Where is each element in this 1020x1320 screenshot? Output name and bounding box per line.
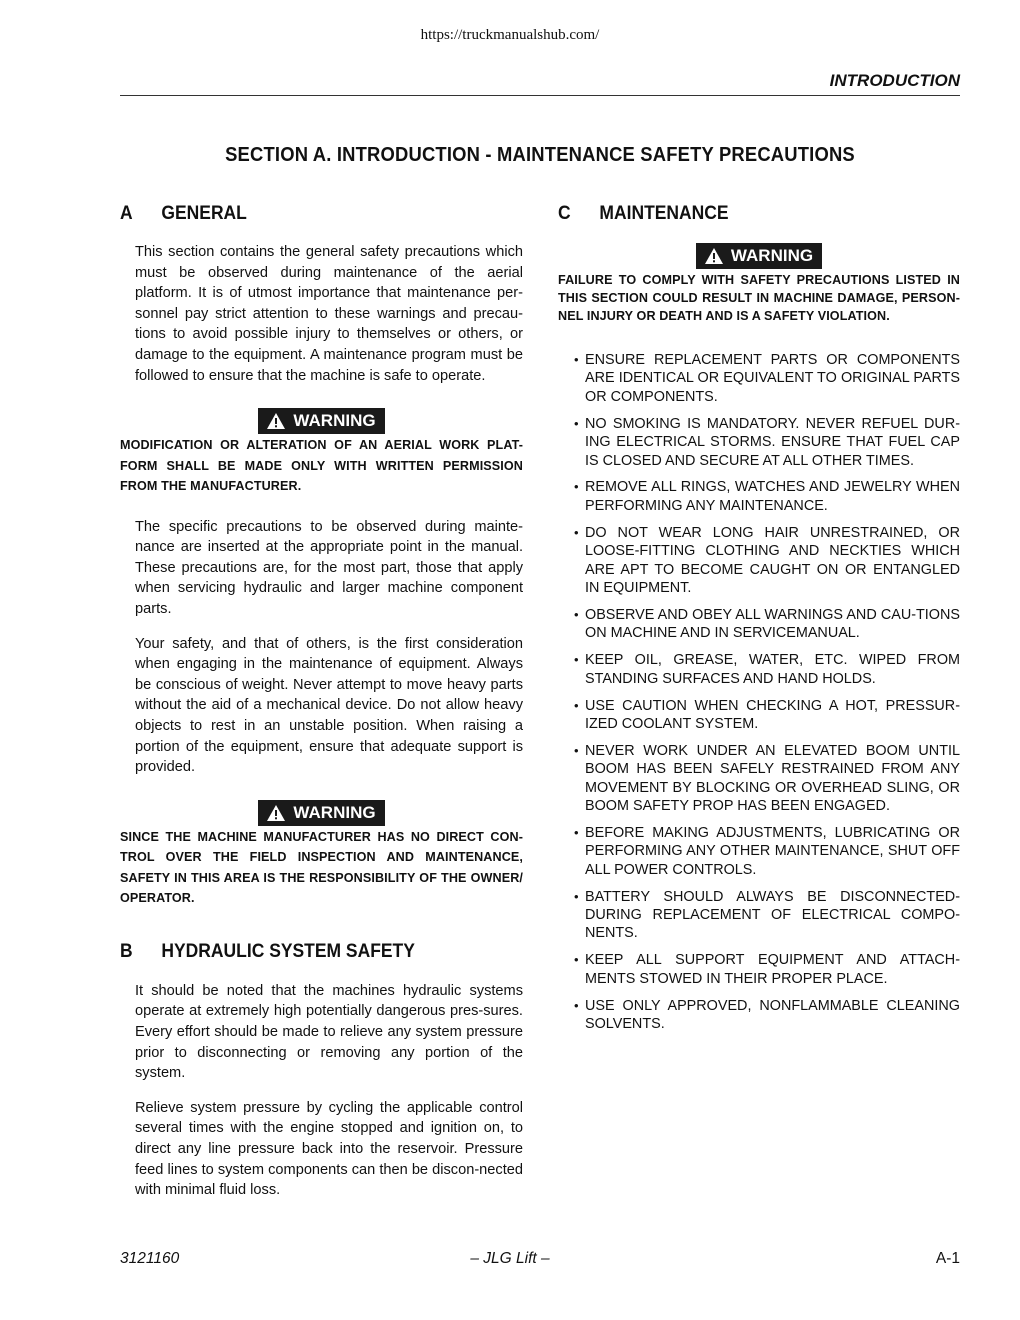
warning-label: WARNING	[293, 411, 376, 431]
warning-label: WARNING	[293, 802, 376, 822]
running-header: INTRODUCTION	[829, 71, 960, 90]
bullet-icon: •	[574, 652, 579, 668]
heading-text: HYDRAULIC SYSTEM SAFETY	[161, 940, 415, 962]
maintenance-list-item	[558, 997, 960, 1034]
heading-maintenance	[558, 203, 928, 225]
warning-block-2	[120, 800, 523, 827]
list-item-text: OBSERVE AND OBEY ALL WARNINGS AND CAU-TIONS ON MACHINE AND IN SERVICEMANUAL.	[585, 606, 960, 642]
maintenance-list-item	[558, 651, 960, 688]
left-column	[120, 203, 523, 1215]
list-item-text: DO NOT WEAR LONG HAIR UNRESTRAINED, OR LOOSE-FITTING CLOTHING AND NECKTIES WHICH ARE APT TO BECOME CAUGHT ON OR ENTANGLED IN EQUIPMENT.	[585, 524, 960, 596]
warning-text-2: SINCE THE MACHINE MANUFACTURER HAS NO DIRECT CON-TROL OVER THE FIELD INSPECTION AND MAINTENANCE, SAFETY IN THIS AREA IS THE RESPONSIBILITY OF THE OWNER/ OPERATOR.	[120, 829, 523, 906]
maintenance-list-item	[558, 606, 960, 643]
maintenance-list-item	[558, 888, 960, 943]
heading-text: GENERAL	[161, 203, 247, 224]
maintenance-list-item	[558, 824, 960, 879]
maintenance-list-item	[558, 351, 960, 406]
right-column	[558, 203, 960, 1042]
heading-general	[120, 203, 491, 225]
bullet-icon: •	[574, 952, 579, 968]
warning-badge	[258, 800, 384, 826]
heading-letter: C	[558, 203, 571, 224]
bullet-icon: •	[574, 888, 579, 904]
warning-triangle-icon	[266, 412, 286, 430]
list-item-text: KEEP OIL, GREASE, WATER, ETC. WIPED FROM STANDING SURFACES AND HAND HOLDS.	[585, 652, 960, 687]
bullet-icon: •	[574, 997, 579, 1013]
warning-triangle-icon	[266, 804, 286, 822]
list-item-text: NO SMOKING IS MANDATORY. NEVER REFUEL DUR-ING ELECTRICAL STORMS. ENSURE THAT FUEL CAP IS CLOSED AND SECURE AT ALL OTHER TIMES.	[585, 415, 960, 469]
list-item-text: USE CAUTION WHEN CHECKING A HOT, PRESSUR-IZED COOLANT SYSTEM.	[585, 697, 960, 732]
maintenance-list-item	[558, 697, 960, 734]
warning-block-3	[558, 243, 960, 270]
general-paragraph-1: This section contains the general safety precautions which must be observed during maintenance of the aerial platform. It is of utmost importance that maintenance per-sonnel pay strict attention to these warnings and precau-tions to avoid possible injury to themselves or others, or damage to the equipment. A maintenance program must be followed to ensure that the machine is safe to operate.	[135, 244, 523, 384]
list-item-text: KEEP ALL SUPPORT EQUIPMENT AND ATTACH-MENTS STOWED IN THEIR PROPER PLACE.	[585, 952, 960, 987]
list-item-text: NEVER WORK UNDER AN ELEVATED BOOM UNTIL BOOM HAS BEEN SAFELY RESTRAINED FROM ANY MOVEMENT BY BLOCKING OR OVERHEAD SLING, OR BOOM SAFETY PROP HAS BEEN ENGAGED.	[585, 742, 960, 815]
heading-letter: B	[120, 940, 133, 962]
list-item-text: BATTERY SHOULD ALWAYS BE DISCONNECTED-DURING REPLACEMENT OF ELECTRICAL COMPO-NENTS.	[585, 888, 960, 942]
warning-text-3: FAILURE TO COMPLY WITH SAFETY PRECAUTIONS LISTED IN THIS SECTION COULD RESULT IN MACHINE DAMAGE, PERSON-NEL INJURY OR DEATH AND IS A SAFETY VIOLATION.	[558, 273, 960, 323]
bullet-icon: •	[574, 742, 579, 758]
list-item-text: REMOVE ALL RINGS, WATCHES AND JEWELRY WHEN PERFORMING ANY MAINTENANCE.	[585, 479, 960, 514]
hydraulic-paragraph-2: Relieve system pressure by cycling the applicable control several times with the engine stopped and ignition on, to direct any line pressure back into the reservoir. Pressure feed lines to system components can then be discon-nected with minimal fluid loss.	[135, 1099, 523, 1199]
maintenance-list-item	[558, 524, 960, 598]
warning-text-1: MODIFICATION OR ALTERATION OF AN AERIAL WORK PLAT-FORM SHALL BE MADE ONLY WITH WRITTEN PERMISSION FROM THE MANUFACTURER.	[120, 438, 523, 494]
maintenance-list	[558, 351, 960, 1034]
list-item-text: ENSURE REPLACEMENT PARTS OR COMPONENTS ARE IDENTICAL OR EQUIVALENT TO ORIGINAL PARTS OR COMPONENTS.	[585, 352, 960, 405]
bullet-icon: •	[574, 415, 579, 431]
bullet-icon: •	[574, 697, 579, 713]
hydraulic-paragraph-1: It should be noted that the machines hydraulic systems operate at extremely high potentially dangerous pres-sures. Every effort should be made to relieve any system pressure prior to disconnecting or removing any portion of the system.	[135, 982, 523, 1082]
source-url[interactable]: https://truckmanualshub.com/	[420, 27, 600, 43]
list-item-text: BEFORE MAKING ADJUSTMENTS, LUBRICATING OR PERFORMING ANY OTHER MAINTENANCE, SHUT OFF ALL POWER CONTROLS.	[585, 824, 960, 878]
bullet-icon: •	[574, 606, 579, 622]
doc-number: 3121160	[120, 1250, 180, 1267]
warning-label: WARNING	[730, 246, 814, 265]
footer-center: – JLG Lift –	[470, 1250, 550, 1267]
maintenance-list-item	[558, 478, 960, 515]
bullet-icon: •	[574, 524, 579, 540]
list-item-text: USE ONLY APPROVED, NONFLAMMABLE CLEANING SOLVENTS.	[585, 997, 960, 1033]
maintenance-list-item	[558, 742, 960, 816]
maintenance-list-item	[558, 415, 960, 470]
general-paragraph-2: The specific precautions to be observed during mainte-nance are inserted at the appropriate point in the manual. These precautions are, for the most part, those that apply when servicing hydraulic and larger machine component parts.	[135, 518, 523, 618]
warning-badge	[696, 243, 822, 269]
warning-triangle-icon	[704, 247, 724, 265]
warning-block-1	[120, 408, 523, 435]
bullet-icon: •	[574, 479, 579, 495]
bullet-icon: •	[574, 824, 579, 840]
page-number: A-1	[935, 1250, 960, 1267]
heading-hydraulic	[120, 941, 491, 963]
header-rule	[120, 95, 960, 96]
heading-letter: A	[120, 203, 133, 224]
bullet-icon: •	[574, 352, 579, 367]
section-title: SECTION A. INTRODUCTION - MAINTENANCE SAFETY PRECAUTIONS	[225, 144, 855, 166]
general-paragraph-3: Your safety, and that of others, is the first consideration when engaging in the maintenance of equipment. Always be conscious of weight. Never attempt to move heavy parts without the aid of a mechanical device. Do not allow heavy objects to rest in an unstable position. When raising a portion of the equipment, ensure that adequate support is provided.	[135, 635, 523, 776]
maintenance-list-item	[558, 951, 960, 988]
warning-badge	[258, 408, 384, 434]
heading-text: MAINTENANCE	[599, 203, 729, 224]
